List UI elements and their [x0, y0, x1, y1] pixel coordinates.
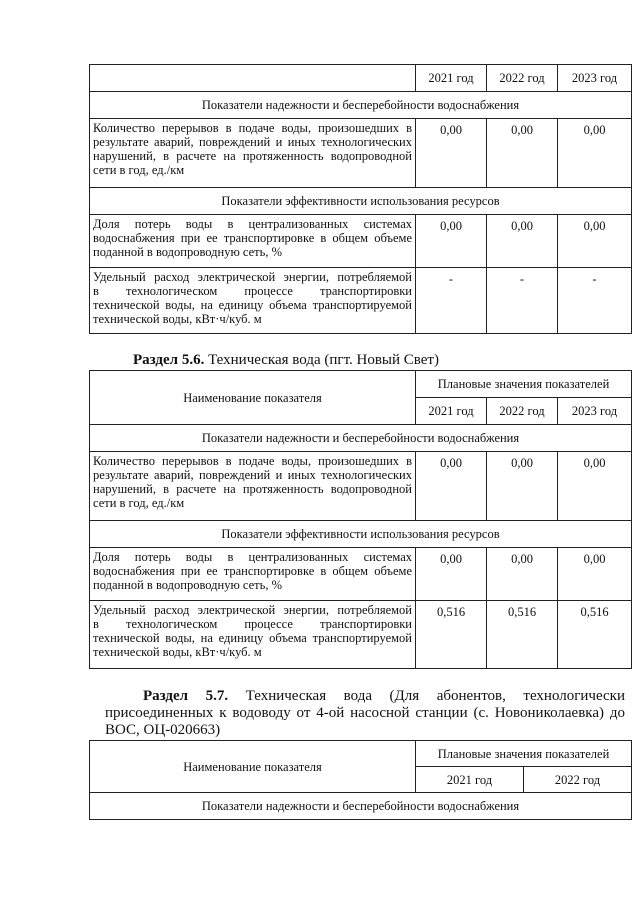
text-line: Доля потерь воды в централизованных системах	[93, 550, 412, 564]
section-5-6-title: Техническая вода (пгт. Новый Свет)	[204, 352, 439, 368]
text-line: технической воды, кВт·ч/куб. м	[93, 312, 262, 326]
row-interruptions-name	[90, 119, 416, 188]
value-cell: 0,516	[487, 601, 558, 669]
year-2021-header: 2021 год	[416, 767, 524, 793]
heading-word: Раздел	[143, 688, 189, 704]
plan-header: Плановые значения показателей	[416, 371, 632, 398]
value-cell: 0,00	[416, 452, 487, 521]
name-header: Наименование показателя	[90, 741, 416, 793]
text-line: технической воды, на единицу объема транспортируемой	[93, 298, 412, 312]
text-line: в технологическом процессе транспортировки	[93, 284, 412, 298]
value-cell: -	[416, 268, 487, 334]
text-line: в технологическом процессе транспортировки	[93, 617, 412, 631]
text-line: сети в год, ед./км	[93, 163, 185, 177]
row-interruptions-name	[90, 452, 416, 521]
section-reliability: Показатели надежности и бесперебойности водоснабжения	[90, 425, 632, 452]
heading-word: вода	[343, 688, 372, 704]
row-losses-name	[90, 548, 416, 601]
value-cell: 0,00	[558, 452, 632, 521]
text-line: результате аварий, повреждений и иных технологических	[93, 135, 412, 149]
text-line: Количество перерывов в подаче воды, произошедших в	[93, 454, 412, 468]
text-line: технической воды, на единицу объема транспортируемой	[93, 631, 412, 645]
section-efficiency: Показатели эффективности использования ресурсов	[90, 521, 632, 548]
year-2021-header: 2021 год	[416, 65, 487, 92]
table-5-6	[89, 370, 632, 669]
text-line: Количество перерывов в подаче воды, произошедших в	[93, 121, 412, 135]
text-line: Доля потерь воды в централизованных системах	[93, 217, 412, 231]
section-5-6-number: Раздел 5.6.	[133, 352, 205, 368]
table-5-5-continued	[89, 64, 632, 334]
text-line: нарушений, в расчете на протяженность водопроводной	[93, 482, 412, 496]
year-2022-header: 2022 год	[487, 398, 558, 425]
value-cell: -	[558, 268, 632, 334]
text-line: Удельный расход электрической энергии, потребляемой	[93, 270, 412, 284]
value-cell: 0,00	[487, 119, 558, 188]
year-2021-header: 2021 год	[416, 398, 487, 425]
value-cell: 0,00	[416, 548, 487, 601]
text-line: сети в год, ед./км	[93, 496, 185, 510]
section-5-7-heading	[105, 688, 625, 739]
text-line: водоснабжения при ее транспортировке в общем объеме	[93, 231, 412, 245]
value-cell: 0,00	[558, 215, 632, 268]
value-cell: 0,00	[416, 215, 487, 268]
text-line: нарушений, в расчете на протяженность водопроводной	[93, 149, 412, 163]
heading-word: 5.7.	[205, 688, 229, 704]
value-cell: 0,516	[558, 601, 632, 669]
year-2023-header: 2023 год	[558, 398, 632, 425]
heading-line-1	[143, 688, 625, 705]
value-cell: 0,00	[558, 548, 632, 601]
year-2022-header: 2022 год	[487, 65, 558, 92]
text-line: Удельный расход электрической энергии, потребляемой	[93, 603, 412, 617]
value-cell: 0,00	[487, 548, 558, 601]
year-2022-header: 2022 год	[524, 767, 632, 793]
value-cell: 0,00	[487, 215, 558, 268]
heading-line-3: ВОС, ОЦ-020663)	[105, 722, 221, 738]
name-header: Наименование показателя	[90, 371, 416, 425]
heading-word: Техническая	[245, 688, 327, 704]
value-cell: 0,516	[416, 601, 487, 669]
text-line: поданной в водопроводную сеть, %	[93, 578, 283, 592]
value-cell: 0,00	[487, 452, 558, 521]
heading-line-2: присоединенных к водоводу от 4-ой насосной станции (с. Новониколаевка) до	[105, 705, 625, 721]
text-line: результате аварий, повреждений и иных технологических	[93, 468, 412, 482]
text-line: поданной в водопроводную сеть, %	[93, 245, 283, 259]
row-losses-name	[90, 215, 416, 268]
value-cell: -	[487, 268, 558, 334]
row-energy-name	[90, 601, 416, 669]
value-cell: 0,00	[558, 119, 632, 188]
heading-word: технологически	[523, 688, 625, 704]
name-header-blank	[90, 65, 416, 92]
section-reliability: Показатели надежности и бесперебойности водоснабжения	[90, 92, 632, 119]
text-line: водоснабжения при ее транспортировке в общем объеме	[93, 564, 412, 578]
year-2023-header: 2023 год	[558, 65, 632, 92]
section-5-6-heading	[133, 352, 439, 369]
table-5-7	[89, 740, 632, 820]
value-cell: 0,00	[416, 119, 487, 188]
section-reliability: Показатели надежности и бесперебойности водоснабжения	[90, 793, 632, 820]
text-line: технической воды, кВт·ч/куб. м	[93, 645, 262, 659]
section-efficiency: Показатели эффективности использования ресурсов	[90, 188, 632, 215]
row-energy-name	[90, 268, 416, 334]
heading-word: абонентов,	[436, 688, 506, 704]
plan-header: Плановые значения показателей	[416, 741, 632, 767]
heading-word: (Для	[389, 688, 420, 704]
